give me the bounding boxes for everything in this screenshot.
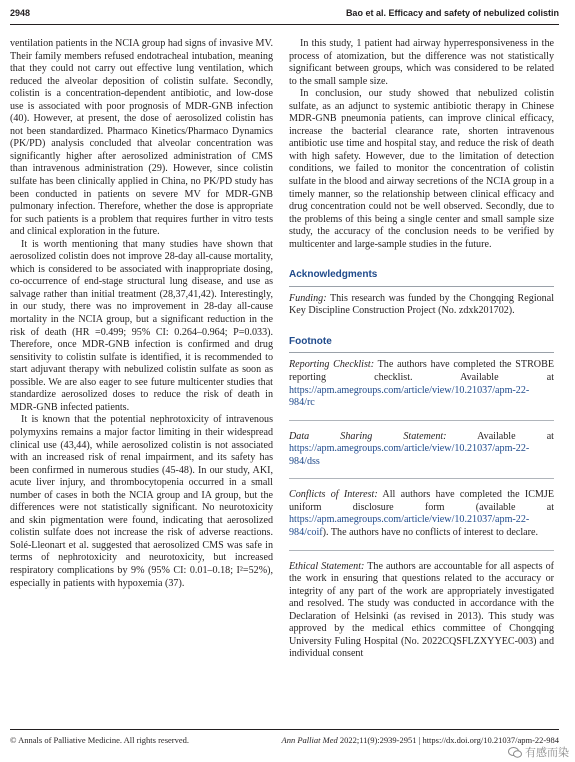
body-paragraph: In conclusion, our study showed that nebulized colistin sulfate, as an adjunct to systemic antibiotic therapy in Chinese MDR-GNB pneumonia patients, can improve clinical efficacy, increase the bacterial clearance rate, shorten intravenous antibiotic use time and hospital stay, and reduce the risk of death with high safety. However, due to the limitation of detection conditions, we failed to monitor the concentration of colistin sulfate in the blood and airway secretions of the NCIA group in a timely manner, so the relationship between clinical efficacy and drug concentration could not be well observed. Secondly, due to the problems of this being a single center and small sample size study, the accuracy of the conclusion needs to be verified by multicenter and large-sample studies in the future.	[289, 88, 554, 250]
watermark	[508, 744, 569, 760]
running-title: Bao et al. Efficacy and safety of nebulized colistin	[345, 8, 559, 18]
acknowledgments-heading: Acknowledgments	[289, 269, 378, 281]
body-paragraph: In this study, 1 patient had airway hyperresponsiveness in the process of atomization, but the difference was not statistically significant between groups, which was considered to be related to the small sample size.	[289, 38, 554, 87]
reporting-label: Reporting Checklist:	[289, 359, 375, 371]
ethical-statement	[289, 561, 554, 661]
coi-label: Conflicts of Interest:	[289, 489, 378, 501]
footer-rule	[10, 729, 559, 730]
page-number: 2948	[10, 8, 31, 18]
journal-name: Ann Palliat Med	[281, 735, 338, 745]
right-column	[289, 38, 554, 661]
body-paragraph: It is known that the potential nephrotoxicity of intravenous polymyxins remains a major factor limiting in their widespread clinical use (43,44), while aerosolized colistin is not associated with an increased risk of renal impairment, and its safety has been confirmed in numerous studies (45-48). In our study, AKI, acute liver injury, and thrombocytopenia occurred in a small number of cases in both the NCIA group and IA group, but the differences were not statistically significant. No neurotoxicity and skin pigmentation were found, indicating that aerosolized colistin sulfate does not increase the risk of adverse reactions. Solé-Lleonart et al. suggested that aerosolized CMS was safe in terms of nephrotoxicity and neurotoxicity, but increased respiratory complications by 9% (95% CI: 0.01–0.18; I²=52%), especially in patients with hypoxemia (37).	[10, 414, 273, 589]
data-sharing-statement	[289, 431, 554, 469]
watermark-text: 有感而染	[525, 746, 569, 759]
body-paragraph: It is worth mentioning that many studies have shown that aerosolized colistin does not improve 28-day all-cause mortality, which is considered to be associated with inappropriate dosing, co-occurrence of end-stage structural lung disease, and use as salvage rather than initial treatment (28,37,41,42). Interestingly, in our study, there was no improvement in 28-day all-cause mortality in the NCIA group, but a significant reduction in the risk of death (HR =0.499; 95% CI: 0.264–0.964; P=0.033). Therefore, once MDR-GNB infection is confirmed and drug sensitivity to colistin sulfate is identified, it is recommended to start adjuvant therapy with nebulized colistin sulfate as soon as possible. We are also eager to see future multicenter studies that standardize aerosolized doses to reduce the risk of death in MDR-GNB infected patients.	[10, 238, 273, 413]
body-paragraph: ventilation patients in the NCIA group had signs of invasive MV. Their family members refused endotracheal intubation, meaning that they could not carry out effective lung ventilation, which reduced the alveolar deposition of colistin sulfate. Secondly, colistin is a concentration-dependent antibiotic, and low-dose use is associated with poor prognosis of MDR-GNB infection (40). However, at present, the dose of aerosolized colistin has not been standardized. Pharmaco Kinetics/Pharmaco Dynamics (PK/PD) analysis concluded that alveolar concentration was significantly higher after aerosolized administration of CMS than intravenous administration (29). However, since colistin sulfate has been clinically applied in China, no PK/PD study has been conducted in patients on severe MV for MDR-GNB pulmonary infection. Therefore, whether the dose is appropriate for such patients is a problem that requires further in vitro tests and clinical exploration in the future.	[10, 38, 273, 238]
data-label: Data Sharing Statement:	[289, 430, 447, 442]
footnote-rule	[289, 478, 554, 479]
citation-text: 2022;11(9):2939-2951 | https://dx.doi.org/10.21037/apm-22-984	[337, 735, 559, 745]
reporting-link[interactable]: https://apm.amegroups.com/article/view/10.21037/apm-22-984/rc	[289, 384, 530, 409]
footnote-heading: Footnote	[289, 335, 332, 347]
data-link[interactable]: https://apm.amegroups.com/article/view/10.21037/apm-22-984/dss	[289, 443, 530, 467]
reporting-text: The authors have completed the STROBE reporting checklist. Available at	[289, 359, 554, 384]
coi-text-end: ). The authors have no conflicts of interest to declare.	[322, 526, 538, 538]
coi-link[interactable]: https://apm.amegroups.com/article/view/10.21037/apm-22-984/coif	[289, 514, 530, 538]
conflicts-statement	[289, 489, 554, 539]
section-rule	[289, 352, 554, 353]
funding-label: Funding:	[289, 292, 327, 304]
ethical-text: The authors are accountable for all aspects of the work in ensuring that questions related to the accuracy or integrity of any part of the work are appropriately investigated and resolved. The study was conducted in accordance with the Declaration of Helsinki (as revised in 2013). This study was approved by the medical ethics committee of Chongqing University Fuling Hospital (No. 2022CQSFLZXYYEC-003) and individual consent	[289, 560, 554, 660]
data-text: Available at	[446, 430, 554, 442]
wechat-icon	[508, 747, 522, 758]
footnote-rule	[289, 420, 554, 421]
funding-text: This research was funded by the Chongqing Regional Key Discipline Construction Project (No. zdxk201702).	[289, 292, 554, 317]
funding-statement	[289, 293, 554, 318]
left-column	[10, 38, 273, 590]
ethical-label: Ethical Statement:	[289, 560, 365, 572]
reporting-checklist	[289, 359, 554, 409]
footnote-rule	[289, 550, 554, 551]
coi-text: All authors have completed the ICMJE uniform disclosure form (available at	[289, 489, 554, 513]
copyright: © Annals of Palliative Medicine. All rights reserved.	[10, 735, 190, 745]
header-rule	[10, 24, 559, 25]
section-rule	[289, 286, 554, 287]
